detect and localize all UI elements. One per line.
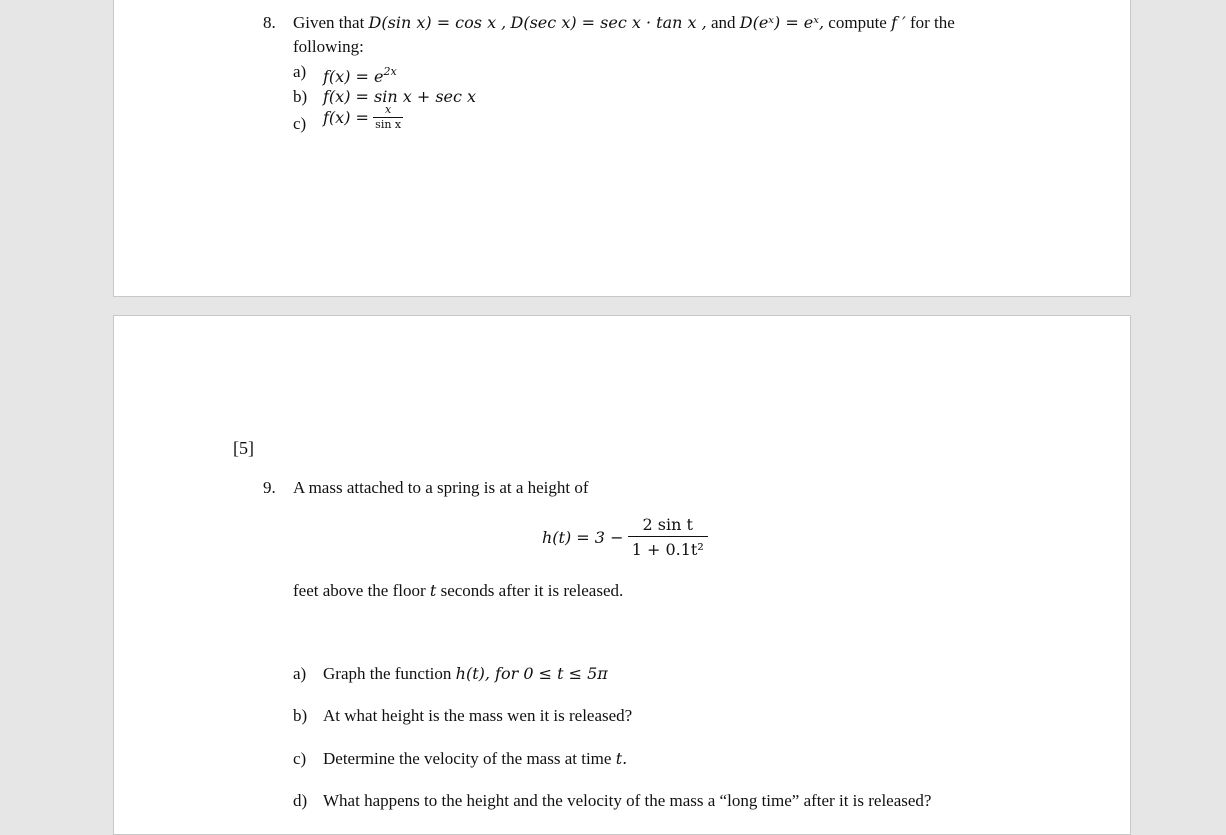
derivative-rule-exp: D(eˣ) = eˣ, bbox=[739, 13, 825, 32]
document-page-2 bbox=[113, 315, 1131, 835]
derivative-rule-sin: D(sin x) = cos x , bbox=[368, 13, 507, 32]
question-8-part-c-label: c) bbox=[293, 114, 307, 133]
question-9-intro: A mass attached to a spring is at a height of bbox=[293, 478, 589, 497]
question-8-part-a: $f(x) = e^{2x}$ bbox=[323, 65, 397, 86]
question-9-part-a: Graph the function h(t), for 0 ≤ t ≤ 5π bbox=[323, 664, 608, 683]
question-8-part-a-label: a) bbox=[293, 62, 307, 81]
question-9-units-sentence: feet above the floor t seconds after it is released. bbox=[293, 581, 624, 600]
question-9-part-a-label: a) bbox=[293, 664, 307, 683]
question-9-part-d: What happens to the height and the velocity of the mass a “long time” after it is released? bbox=[323, 791, 932, 810]
f-prime: f ′ bbox=[891, 13, 906, 32]
question-8-intro: Given that D(sin x) = cos x , D(sec x) = sec x · tan x , and D(eˣ) = eˣ, compute f ′ for the bbox=[293, 13, 955, 32]
question-9-part-b-label: b) bbox=[293, 706, 308, 725]
question-9-number: 9. bbox=[263, 478, 276, 497]
question-8-number: 8. bbox=[263, 13, 276, 32]
question-9-part-b: At what height is the mass wen it is released? bbox=[323, 706, 633, 725]
fraction-x-over-sinx: $\frac{x}{\text{sin x}}$ bbox=[375, 103, 402, 131]
question-8-following: following: bbox=[293, 37, 364, 56]
question-9-marks: [5] bbox=[233, 438, 254, 458]
height-formula-fraction: $\frac{\text{2 sin t}}{\text{1 + 0.1t²}}$ bbox=[628, 514, 708, 561]
question-8-part-b: f(x) = sin x + sec x bbox=[323, 87, 477, 106]
height-formula: h(t) = 3 − $\frac{\text{2 sin t}}{\text{1 + 0.1t²}}$ bbox=[542, 514, 708, 561]
question-8-part-c: f(x) = $\frac{x}{\text{sin x}}$ bbox=[323, 103, 402, 131]
question-9-part-d-label: d) bbox=[293, 791, 308, 810]
question-9-part-c: Determine the velocity of the mass at time t. bbox=[323, 749, 628, 768]
document-page-1 bbox=[113, 0, 1131, 297]
derivative-rule-sec: D(sec x) = sec x · tan x , bbox=[510, 13, 707, 32]
question-9-part-c-label: c) bbox=[293, 749, 307, 768]
question-8-part-b-label: b) bbox=[293, 87, 308, 106]
